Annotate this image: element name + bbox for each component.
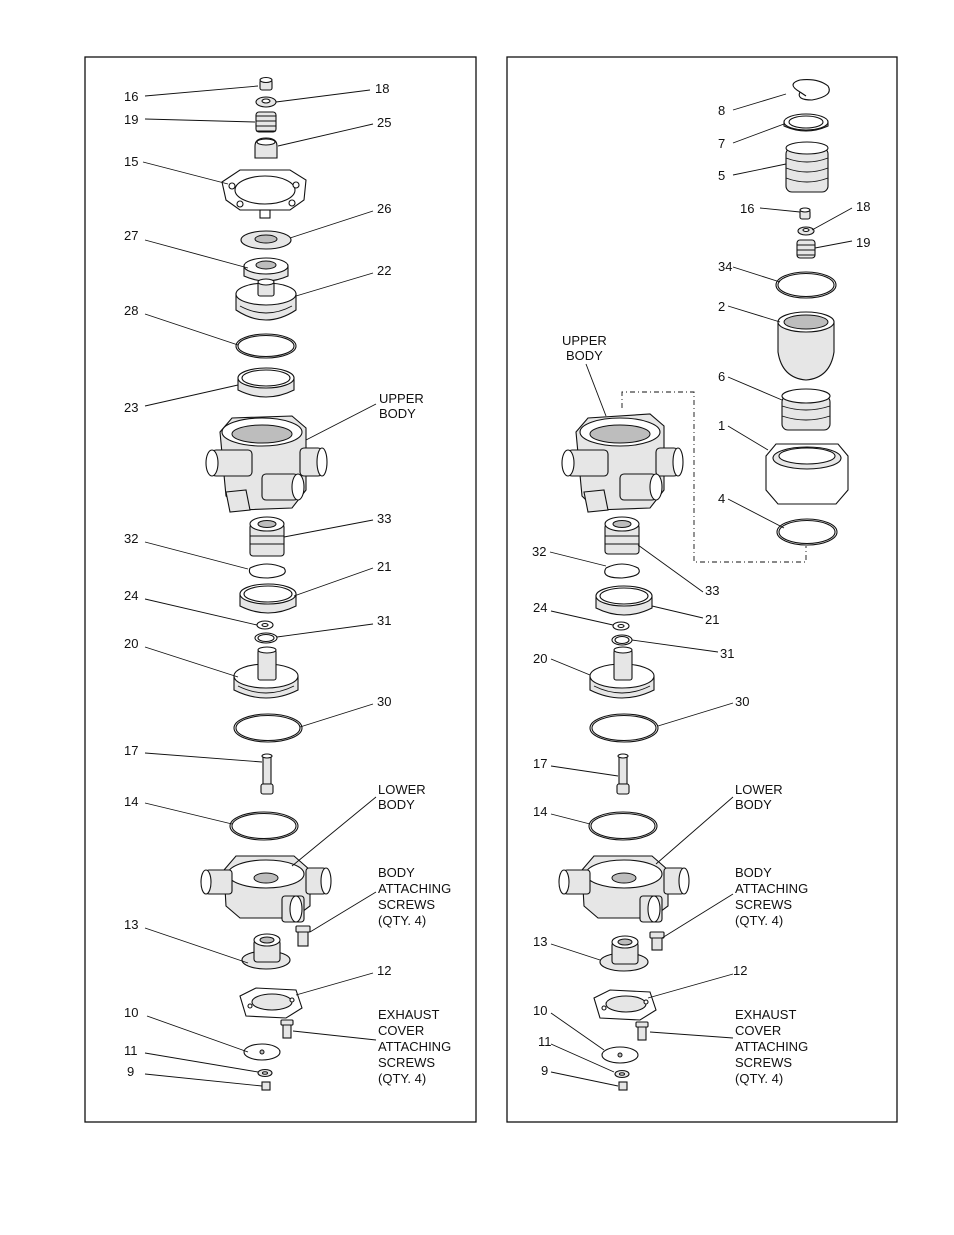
label-6: 6 — [718, 369, 726, 384]
label-16-right: 16 — [740, 201, 755, 216]
part-upper-body-right — [562, 414, 683, 512]
label-exhaust-line3: ATTACHING — [378, 1039, 452, 1054]
label-19-right: 19 — [856, 235, 871, 250]
part-31-o-ring — [255, 633, 277, 643]
label-26: 26 — [377, 201, 392, 216]
part-30-o-ring — [234, 714, 302, 742]
label-1: 1 — [718, 418, 726, 433]
label-body-attaching-line1: BODY — [378, 865, 415, 880]
part-4-o-ring — [777, 519, 837, 545]
part-33-valve-right — [605, 517, 639, 554]
part-31-o-ring-right — [612, 635, 632, 645]
part-13-seat — [242, 934, 290, 969]
label-lower-body-line2: BODY — [378, 797, 415, 812]
part-18-washer — [256, 97, 276, 107]
label-20: 20 — [124, 636, 139, 651]
part-21-ring-right — [596, 586, 652, 615]
label-exhaust-line4: SCREWS — [378, 1055, 436, 1070]
label-28: 28 — [124, 303, 139, 318]
part-exhaust-screw-right — [636, 1022, 648, 1040]
part-1-cover — [766, 444, 848, 504]
part-9-screw — [262, 1082, 270, 1090]
label-10-right: 10 — [533, 1003, 548, 1018]
label-exhaust-line5: (QTY. 4) — [378, 1071, 427, 1086]
part-18-washer-right — [798, 227, 814, 235]
part-25-cap — [255, 138, 277, 158]
part-7-washer — [784, 114, 828, 131]
part-22-piston — [236, 279, 296, 320]
part-11-washer — [258, 1070, 272, 1077]
part-17-stem — [261, 754, 273, 794]
right-panel-parts — [559, 80, 848, 1090]
label-24: 24 — [124, 588, 139, 603]
part-11-washer-right — [615, 1071, 629, 1078]
part-exhaust-screw-left — [281, 1020, 293, 1038]
label-5: 5 — [718, 168, 726, 183]
label-9: 9 — [127, 1064, 135, 1079]
label-34: 34 — [718, 259, 733, 274]
label-21: 21 — [377, 559, 392, 574]
label-exhaust-line1: EXHAUST — [378, 1007, 440, 1022]
label-16: 16 — [124, 89, 139, 104]
right-panel-frame — [507, 57, 897, 1122]
part-32-snap-ring-right — [605, 564, 640, 578]
label-33-right: 33 — [705, 583, 720, 598]
part-lower-body-right — [559, 856, 689, 922]
label-exhaust-line2: COVER — [378, 1023, 425, 1038]
label-upper-body-right-line2: BODY — [566, 348, 603, 363]
part-lower-body-left — [201, 856, 331, 922]
part-6-spring — [782, 389, 830, 430]
part-20-piston-right — [590, 647, 654, 698]
part-19-spring — [256, 112, 276, 132]
part-30-o-ring-right — [590, 714, 658, 742]
part-10-diaphragm-right — [602, 1047, 638, 1063]
label-14-right: 14 — [533, 804, 548, 819]
part-21-ring — [240, 584, 296, 613]
label-18-right: 18 — [856, 199, 871, 214]
label-exhaust-right-line3: ATTACHING — [735, 1039, 809, 1054]
part-body-screw-left — [296, 926, 310, 946]
part-26-washer — [241, 231, 291, 249]
label-22: 22 — [377, 263, 392, 278]
part-9-screw-right — [619, 1082, 627, 1090]
part-12-exhaust-cover — [240, 988, 302, 1018]
part-24-washer — [257, 621, 273, 629]
label-7: 7 — [718, 136, 726, 151]
label-30: 30 — [377, 694, 392, 709]
label-14: 14 — [124, 794, 139, 809]
label-11-right: 11 — [538, 1034, 552, 1049]
part-19-spring-right — [797, 240, 815, 258]
part-12-exhaust-cover-right — [594, 990, 656, 1020]
label-18: 18 — [375, 81, 390, 96]
label-exhaust-right-line1: EXHAUST — [735, 1007, 797, 1022]
label-31: 31 — [377, 613, 392, 628]
part-17-stem-right — [617, 754, 629, 794]
label-27: 27 — [124, 228, 139, 243]
label-12: 12 — [377, 963, 392, 978]
part-16-nut — [260, 78, 272, 91]
label-32: 32 — [124, 531, 139, 546]
label-body-attaching-right-line3: SCREWS — [735, 897, 793, 912]
label-13-right: 13 — [533, 934, 548, 949]
label-21-right: 21 — [705, 612, 720, 627]
part-15-gasket — [222, 170, 306, 218]
label-23: 23 — [124, 400, 139, 415]
part-24-washer-right — [613, 622, 629, 630]
label-19: 19 — [124, 112, 139, 127]
part-upper-body-left — [206, 416, 327, 512]
label-17: 17 — [124, 743, 139, 758]
part-23-sleeve — [238, 368, 294, 397]
label-15: 15 — [124, 154, 139, 169]
label-20-right: 20 — [533, 651, 548, 666]
part-14-o-ring — [230, 812, 298, 840]
label-lower-body-right-line2: BODY — [735, 797, 772, 812]
label-32-right: 32 — [532, 544, 547, 559]
label-8: 8 — [718, 103, 726, 118]
label-body-attaching-line3: SCREWS — [378, 897, 436, 912]
label-upper-body-line1: UPPER — [379, 391, 424, 406]
label-4: 4 — [718, 491, 726, 506]
label-24-right: 24 — [533, 600, 548, 615]
part-32-snap-ring — [249, 564, 285, 578]
label-body-attaching-right-line1: BODY — [735, 865, 772, 880]
label-17-right: 17 — [533, 756, 548, 771]
part-34-o-ring — [776, 272, 836, 298]
part-8-snap-ring — [793, 80, 829, 100]
label-exhaust-right-line2: COVER — [735, 1023, 782, 1038]
right-panel-labels — [532, 103, 870, 1086]
part-14-o-ring-right — [589, 812, 657, 840]
left-panel-parts — [201, 78, 331, 1091]
label-30-right: 30 — [735, 694, 750, 709]
label-lower-body-line1: LOWER — [378, 782, 426, 797]
label-13: 13 — [124, 917, 139, 932]
label-33: 33 — [377, 511, 392, 526]
label-exhaust-right-line5: (QTY. 4) — [735, 1071, 784, 1086]
part-27-retainer — [244, 258, 288, 281]
label-lower-body-right-line1: LOWER — [735, 782, 783, 797]
label-upper-body-line2: BODY — [379, 406, 416, 421]
label-9-right: 9 — [541, 1063, 549, 1078]
label-exhaust-right-line4: SCREWS — [735, 1055, 793, 1070]
label-31-right: 31 — [720, 646, 735, 661]
part-28-o-ring — [236, 334, 296, 358]
part-13-seat-right — [600, 936, 648, 971]
label-upper-body-right-line1: UPPER — [562, 333, 607, 348]
label-body-attaching-right-line2: ATTACHING — [735, 881, 809, 896]
label-2: 2 — [718, 299, 726, 314]
left-panel-labels — [124, 81, 451, 1086]
label-12-right: 12 — [733, 963, 748, 978]
label-body-attaching-right-line4: (QTY. 4) — [735, 913, 784, 928]
part-16-nut-right — [800, 208, 810, 219]
label-10: 10 — [124, 1005, 139, 1020]
label-25: 25 — [377, 115, 392, 130]
label-11: 11 — [124, 1043, 138, 1058]
part-33-valve — [250, 517, 284, 556]
part-body-screw-right — [650, 932, 664, 950]
part-20-piston — [234, 647, 298, 698]
label-body-attaching-line4: (QTY. 4) — [378, 913, 427, 928]
part-10-diaphragm — [244, 1044, 280, 1060]
part-2-cup — [778, 312, 834, 380]
label-body-attaching-line2: ATTACHING — [378, 881, 452, 896]
part-5-spring — [786, 142, 828, 192]
